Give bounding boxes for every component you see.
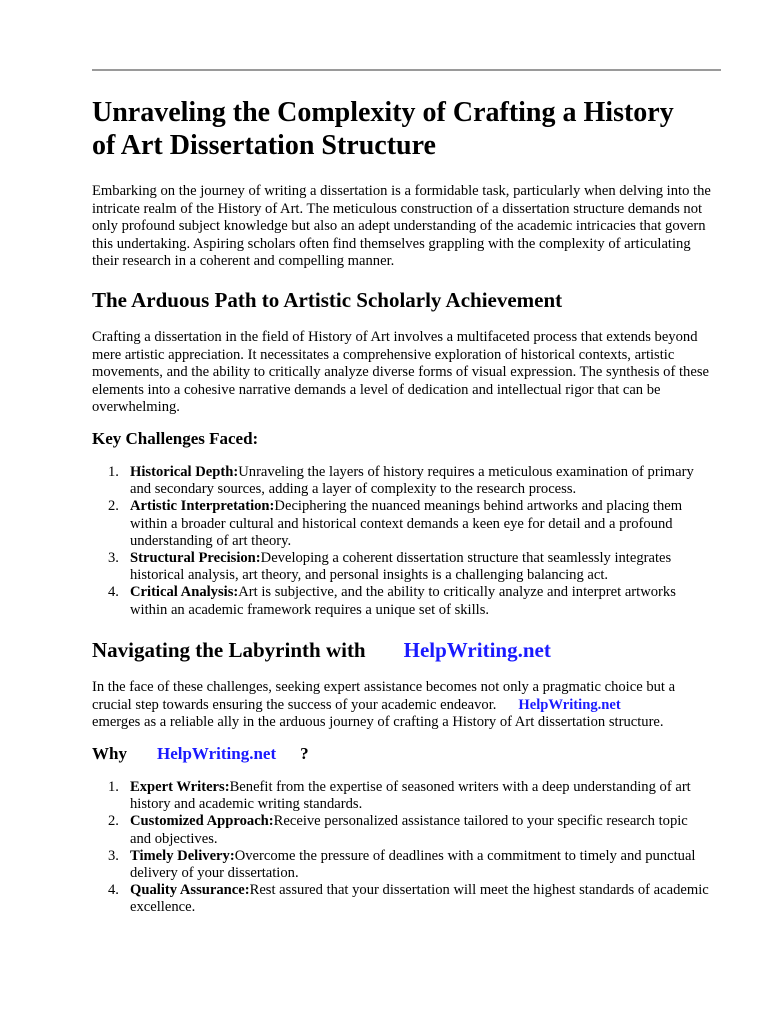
list-item	[92, 813, 712, 847]
list-text: Unraveling the layers of history requires a meticulous examination of primary and secondary sources, adding a layer of complexity to the research process.	[130, 464, 694, 498]
list-text: Overcome the pressure of deadlines with a commitment to timely and punctual delivery of your dissertation.	[130, 847, 696, 882]
list-item	[92, 584, 712, 618]
list-text: Developing a coherent dissertation structure that seamlessly integrates historical analysis, art theory, and personal insights is a challenging balancing act.	[130, 550, 672, 584]
list-item	[92, 464, 712, 498]
list-term: Customized Approach:	[130, 813, 274, 830]
list-number: 2.	[108, 498, 119, 515]
list-number: 3.	[108, 550, 119, 567]
section-paragraph-navigating	[92, 679, 717, 732]
list-number: 1.	[108, 464, 119, 480]
list-number: 2.	[108, 813, 119, 830]
list-term: Timely Delivery:	[130, 847, 235, 864]
list-number: 1.	[108, 779, 119, 795]
section-paragraph-arduous-path: Crafting a dissertation in the field of History of Art involves a multifaceted process that extends beyond mere artistic appreciation. It necessitates a comprehensive exploration of historical contexts, artistic movements, and the ability to critically analyze diverse forms of visual expression. The synthesis of these elements into a cohesive narrative demands a level of dedication and intellectual rigor that can be overwhelming.	[92, 329, 709, 415]
top-divider	[92, 69, 721, 71]
list-text: Receive personalized assistance tailored to your specific research topic and objectives.	[130, 813, 688, 847]
section-heading-arduous-path: The Arduous Path to Artistic Scholarly Achievement	[92, 288, 563, 312]
helpwriting-why-link[interactable]: HelpWriting.net	[156, 744, 277, 763]
heading-prefix: Navigating the Labyrinth with	[92, 638, 366, 662]
list-term: Quality Assurance:	[130, 882, 250, 899]
challenges-heading: Key Challenges Faced:	[92, 429, 259, 448]
section-heading-navigating	[92, 638, 551, 662]
list-item	[92, 498, 712, 550]
intro-paragraph: Embarking on the journey of writing a dissertation is a formidable task, particularly when delving into the intricate realm of the History of Art. The meticulous construction of a dissertation structure demands not only profound subject knowledge but also an adept understanding of the academic intricacies that govern this undertaking. Aspiring scholars often find themselves grappling with the complexity of articulating their research in a coherent and compelling manner.	[92, 183, 711, 269]
list-text: Art is subjective, and the ability to critically analyze and interpret artworks within an academic framework requires a unique set of skills.	[130, 584, 676, 618]
paragraph-text: In the face of these challenges, seeking expert assistance becomes not only a pragmatic choice but a crucial step towards ensuring the success of your academic endeavor.	[92, 679, 676, 713]
list-text: Rest assured that your dissertation will meet the highest standards of academic excellence.	[130, 882, 709, 916]
why-suffix: ?	[300, 744, 309, 763]
list-text: Deciphering the nuanced meanings behind artworks and placing them within a broader cultural and historical context demands a keen eye for detail and a profound understanding of art theory.	[130, 498, 683, 549]
helpwriting-inline-link[interactable]: HelpWriting.net	[518, 696, 621, 713]
list-item	[92, 779, 712, 813]
challenges-list	[92, 464, 712, 619]
page-title: Unraveling the Complexity of Crafting a History of Art Dissertation Structure	[92, 97, 674, 161]
list-number: 4.	[108, 584, 119, 601]
list-item	[92, 882, 712, 916]
list-text: Benefit from the expertise of seasoned writers with a deep understanding of art history and academic writing standards.	[130, 779, 691, 813]
why-prefix: Why	[92, 744, 127, 763]
why-list	[92, 779, 712, 917]
list-item	[92, 848, 712, 882]
list-term: Structural Precision:	[130, 550, 261, 567]
list-item	[92, 550, 712, 584]
list-term: Historical Depth:	[130, 464, 239, 480]
list-term: Artistic Interpretation:	[130, 498, 275, 515]
helpwriting-heading-link[interactable]: HelpWriting.net	[403, 638, 551, 662]
why-heading	[92, 744, 309, 764]
paragraph-text: emerges as a reliable ally in the arduous journey of crafting a History of Art dissertation structure.	[92, 714, 664, 730]
list-number: 3.	[108, 847, 119, 864]
list-term: Expert Writers:	[130, 779, 230, 795]
list-term: Critical Analysis:	[130, 584, 239, 601]
list-number: 4.	[108, 882, 119, 899]
